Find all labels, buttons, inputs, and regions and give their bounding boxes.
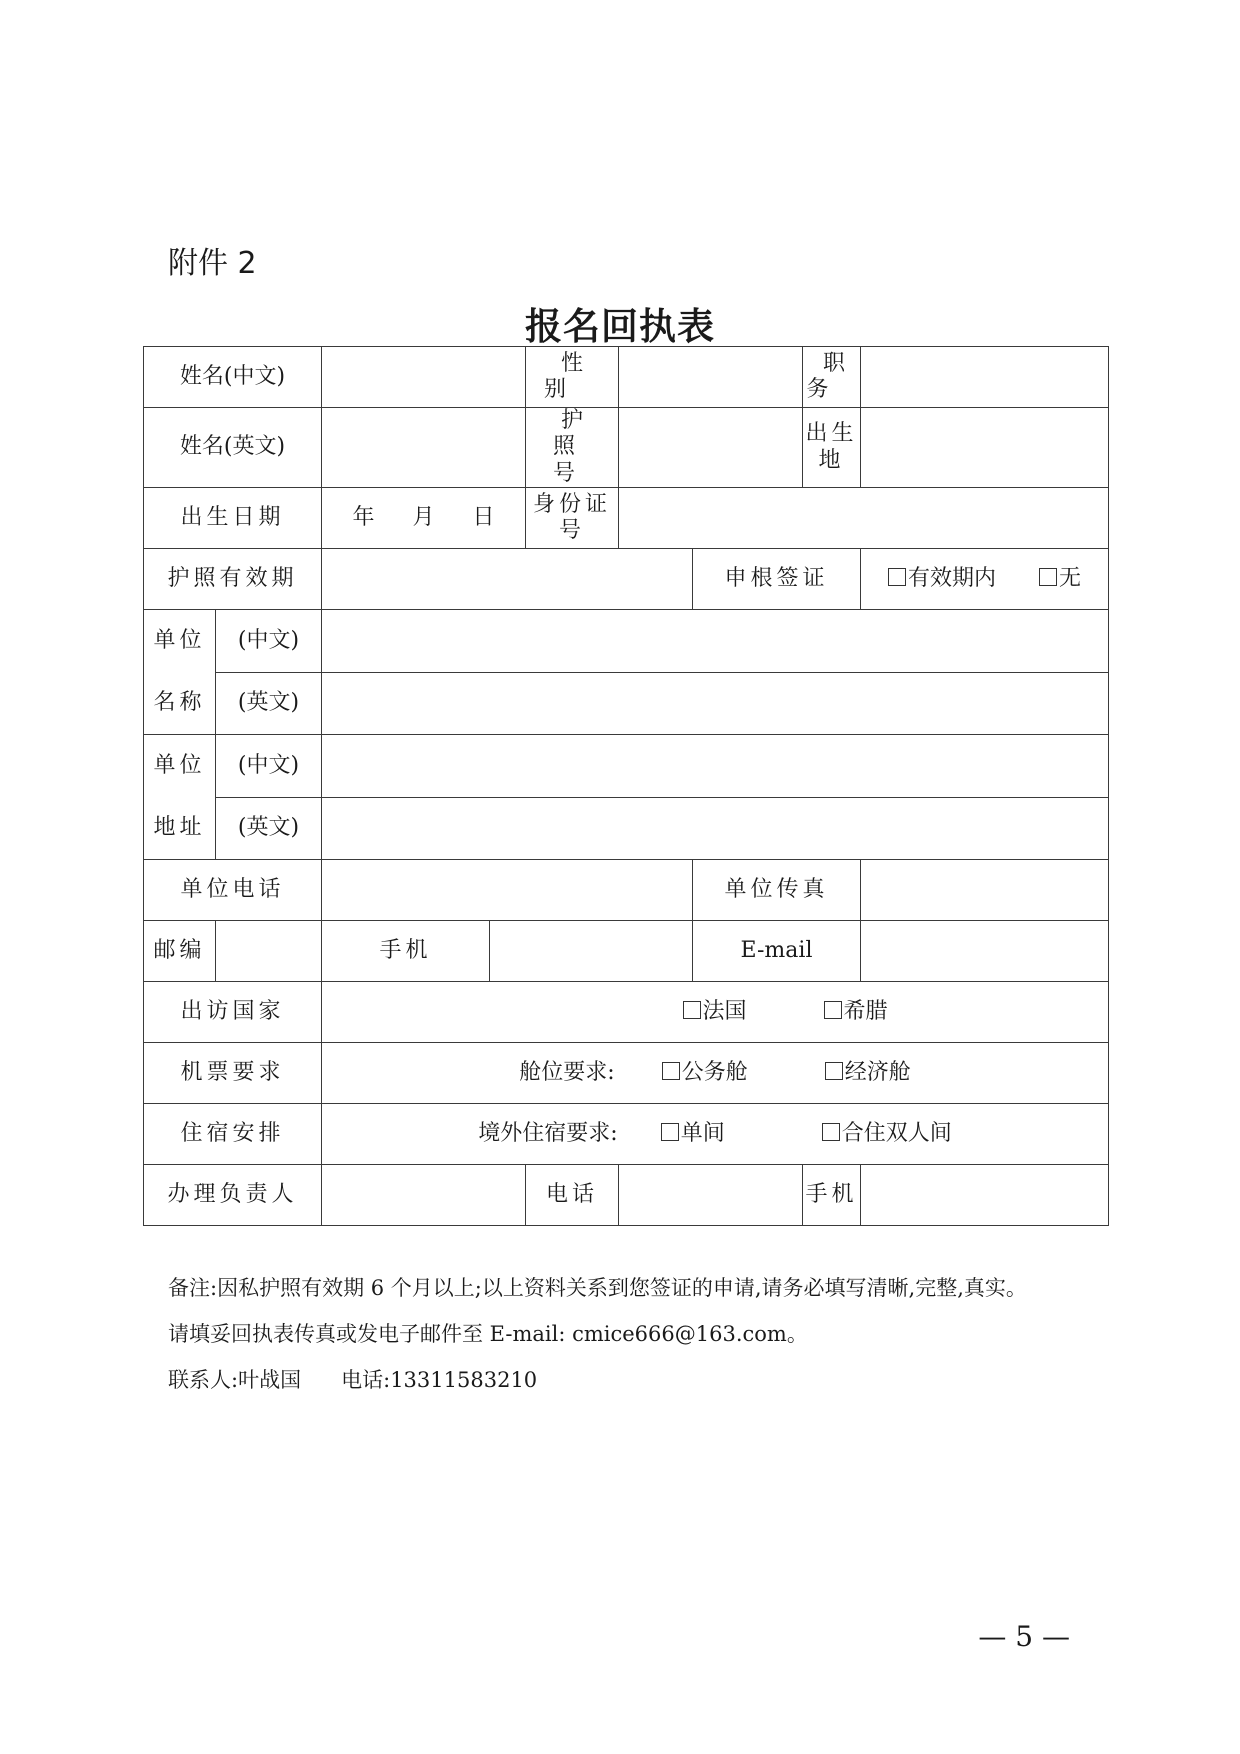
label-unit-address [144, 735, 216, 860]
lodging-label: 境外住宿要求: [478, 1120, 618, 1146]
table-row [144, 860, 1109, 921]
table-row [144, 1165, 1109, 1226]
input-passport-no[interactable] [619, 408, 803, 488]
checkbox-visa-none[interactable] [1039, 566, 1081, 592]
visa-options [861, 549, 1109, 610]
label-unit-top: 单位 [153, 628, 206, 654]
checkbox-label: 有效期内 [908, 565, 997, 591]
input-unit-fax[interactable] [861, 860, 1109, 921]
checkbox-double[interactable] [822, 1121, 952, 1147]
note-line: 备注:因私护照有效期 6 个月以上;以上资料关系到您签证的申请,请务必填写清晰,完整,真实。 [168, 1276, 1027, 1300]
label-passport-no: 护 照 号 [526, 408, 619, 488]
input-position[interactable] [861, 347, 1109, 408]
checkbox-label: 希腊 [843, 998, 888, 1024]
label-name-bottom: 名称 [153, 690, 206, 716]
checkbox-greece[interactable] [824, 999, 888, 1025]
label-name-cn: 姓名(中文) [144, 347, 322, 408]
input-birthplace[interactable] [861, 408, 1109, 488]
checkbox-icon [662, 1062, 680, 1080]
checkbox-icon [1039, 568, 1057, 586]
input-handler-mobile[interactable] [861, 1165, 1109, 1226]
checkbox-label: 合住双人间 [841, 1120, 952, 1146]
notes-section [168, 1265, 1027, 1403]
label-schengen-visa: 申根签证 [693, 549, 861, 610]
cabin-label: 舱位要求: [519, 1059, 615, 1085]
table-row [144, 735, 1109, 798]
lodging-options [322, 1104, 1109, 1165]
input-unit-name-cn[interactable] [322, 610, 1109, 673]
checkbox-single[interactable] [661, 1121, 725, 1147]
checkbox-economy[interactable] [825, 1060, 911, 1086]
input-mobile[interactable] [490, 921, 693, 982]
country-options [322, 982, 1109, 1043]
input-unit-phone[interactable] [322, 860, 693, 921]
input-unit-address-en[interactable] [322, 797, 1109, 860]
checkbox-icon [683, 1001, 701, 1019]
note-line: 联系人:叶战国 电话:13311583210 [168, 1368, 538, 1392]
input-unit-name-en[interactable] [322, 672, 1109, 735]
table-row [144, 549, 1109, 610]
checkbox-label: 法国 [702, 998, 747, 1024]
checkbox-visa-valid[interactable] [888, 566, 996, 592]
label-postcode: 邮编 [144, 921, 216, 982]
label-passport-validity: 护照有效期 [144, 549, 322, 610]
input-id-no[interactable] [619, 488, 1109, 549]
label-unit-top: 单位 [153, 753, 206, 779]
label-email: E-mail [693, 921, 861, 982]
tag-cn: (中文) [216, 610, 322, 673]
table-row [144, 797, 1109, 860]
table-row [144, 610, 1109, 673]
checkbox-icon [825, 1062, 843, 1080]
checkbox-icon [822, 1123, 840, 1141]
label-mobile: 手机 [322, 921, 490, 982]
tag-cn: (中文) [216, 735, 322, 798]
checkbox-france[interactable] [683, 999, 747, 1025]
checkbox-icon [824, 1001, 842, 1019]
registration-form-table [143, 346, 1109, 1226]
label-id-no: 身份证号 [526, 488, 619, 549]
label-unit-phone: 单位电话 [144, 860, 322, 921]
input-name-en[interactable] [322, 408, 526, 488]
ticket-options [322, 1043, 1109, 1104]
table-row [144, 1043, 1109, 1104]
attachment-label: 附件 2 [168, 246, 257, 281]
label-countries: 出访国家 [144, 982, 322, 1043]
input-name-cn[interactable] [322, 347, 526, 408]
checkbox-icon [888, 568, 906, 586]
table-row [144, 982, 1109, 1043]
label-gender: 性 别 [526, 347, 619, 408]
form-title: 报名回执表 [525, 304, 715, 348]
input-gender[interactable] [619, 347, 803, 408]
table-row [144, 672, 1109, 735]
table-row [144, 1104, 1109, 1165]
label-address-bottom: 地址 [153, 815, 206, 841]
label-phone: 电话 [526, 1165, 619, 1226]
table-row [144, 347, 1109, 408]
label-birth-date: 出生日期 [144, 488, 322, 549]
input-postcode[interactable] [216, 921, 322, 982]
table-row [144, 408, 1109, 488]
checkbox-business[interactable] [662, 1060, 748, 1086]
checkbox-label: 公务舱 [681, 1059, 748, 1085]
input-unit-address-cn[interactable] [322, 735, 1109, 798]
label-handler-mobile: 手机 [803, 1165, 861, 1226]
table-row [144, 488, 1109, 549]
checkbox-label: 经济舱 [844, 1059, 911, 1085]
input-phone[interactable] [619, 1165, 803, 1226]
tag-en: (英文) [216, 797, 322, 860]
input-email[interactable] [861, 921, 1109, 982]
checkbox-label: 单间 [680, 1120, 725, 1146]
label-unit-fax: 单位传真 [693, 860, 861, 921]
label-name-en: 姓名(英文) [144, 408, 322, 488]
input-passport-validity[interactable] [322, 549, 693, 610]
input-birth-date[interactable]: 年 月 日 [322, 488, 526, 549]
input-handler[interactable] [322, 1165, 526, 1226]
page-number: — 5 — [978, 1620, 1070, 1653]
checkbox-icon [661, 1123, 679, 1141]
label-ticket: 机票要求 [144, 1043, 322, 1104]
tag-en: (英文) [216, 672, 322, 735]
label-lodging: 住宿安排 [144, 1104, 322, 1165]
label-handler: 办理负责人 [144, 1165, 322, 1226]
table-row [144, 921, 1109, 982]
label-birthplace: 出生地 [803, 408, 861, 488]
label-unit-name [144, 610, 216, 735]
checkbox-label: 无 [1059, 565, 1082, 591]
note-line: 请填妥回执表传真或发电子邮件至 E-mail: cmice666@163.com。 [168, 1322, 808, 1346]
label-position: 职 务 [803, 347, 861, 408]
